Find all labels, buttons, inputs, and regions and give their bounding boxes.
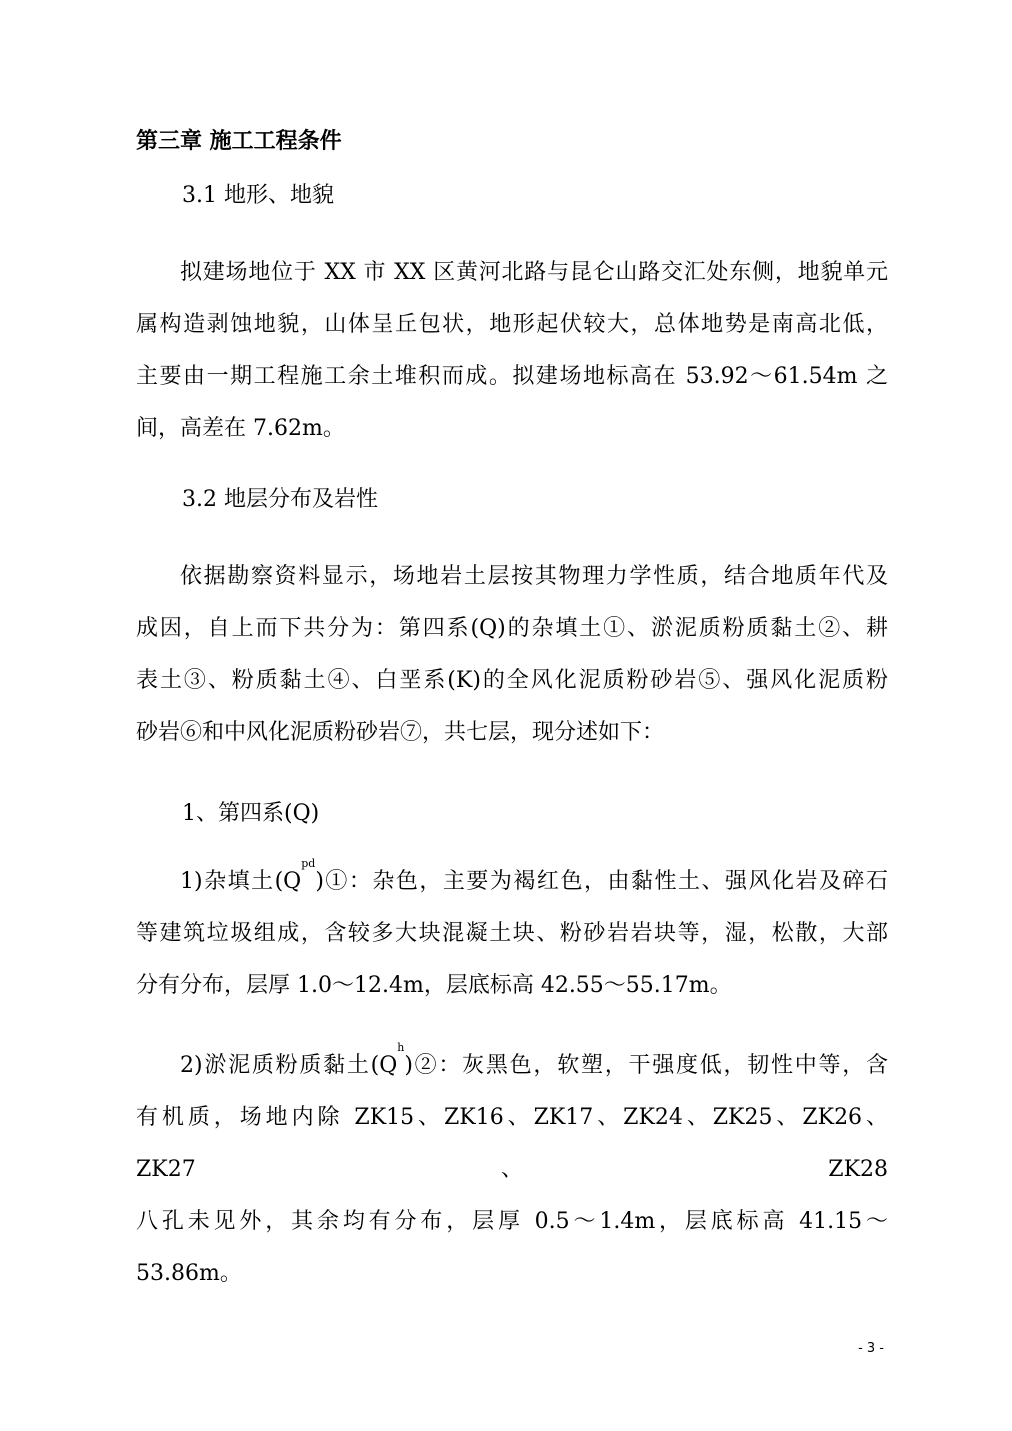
paragraph-line: 八孔未见外，其余均有分布，层厚 0.5～1.4m，层底标高 41.15～53.86m。: [136, 1209, 888, 1286]
paragraph-line: 等建筑垃圾组成，含较多大块混凝土块、粉砂岩岩块等，湿，松散，大部: [136, 921, 888, 946]
paragraph-strata: [136, 551, 888, 759]
paragraph-line: [136, 1040, 888, 1092]
paragraph-line: 砂岩⑥和中风化泥质粉砂岩⑦，共七层，现分述如下：: [136, 720, 665, 745]
paragraph-line: 表土③、粉质黏土④、白垩系(K)的全风化泥质粉砂岩⑤、强风化泥质粉: [136, 668, 888, 693]
section-heading-3-1: 3.1 地形、地貌: [182, 183, 334, 208]
paragraph-line: 分有分布，层厚 1.0～12.4m，层底标高 42.55～55.17m。: [136, 973, 732, 998]
subsection-heading-quaternary: 1、第四系(Q): [182, 801, 320, 826]
paragraph-line: 依据勘察资料显示，场地岩土层按其物理力学性质，结合地质年代及: [180, 564, 888, 589]
section-heading-3-2: 3.2 地层分布及岩性: [182, 487, 378, 512]
paragraph-line: 成因，自上而下共分为：第四系(Q)的杂填土①、淤泥质粉质黏土②、耕: [136, 616, 888, 641]
paragraph-silty-clay: [136, 1040, 888, 1300]
paragraph-line: 主要由一期工程施工余土堆积而成。拟建场地标高在 53.92～61.54m 之: [136, 364, 888, 389]
superscript: h: [397, 1041, 405, 1054]
paragraph-line: 间，高差在 7.62m。: [136, 416, 345, 441]
paragraph-line: 属构造剥蚀地貌，山体呈丘包状，地形起伏较大，总体地势是南高北低，: [136, 312, 888, 337]
superscript: pd: [301, 857, 316, 870]
item-prefix: 2)淤泥质粉质黏土(Q: [180, 1053, 398, 1078]
item-line-rest: )①：杂色，主要为褐红色，由黏性土、强风化岩及碎石: [315, 869, 888, 894]
item-line-rest: )②：灰黑色，软塑，干强度低，韧性中等，含: [404, 1053, 888, 1078]
item-prefix: 1)杂填土(Q: [180, 869, 302, 894]
paragraph-line: 有机质，场地内除 ZK15、ZK16、ZK17、ZK24、ZK25、ZK26、ZK27、ZK28: [136, 1105, 888, 1182]
paragraph-terrain: [136, 247, 888, 455]
paragraph-line: [136, 856, 888, 908]
paragraph-miscellaneous-fill: [136, 856, 888, 1012]
chapter-title: 第三章 施工工程条件: [136, 129, 342, 154]
page-number: - 3 -: [858, 1341, 884, 1356]
paragraph-line: 拟建场地位于 XX 市 XX 区黄河北路与昆仑山路交汇处东侧，地貌单元: [180, 260, 888, 285]
